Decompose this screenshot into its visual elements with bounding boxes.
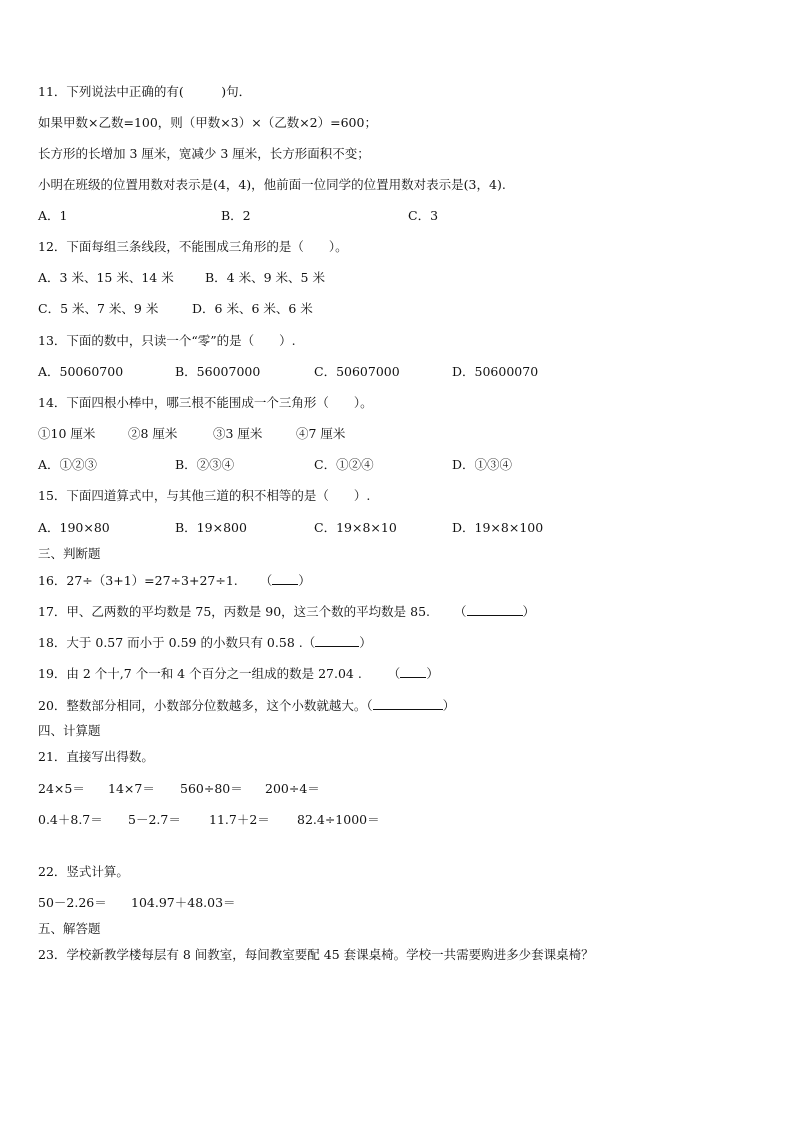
q14-stick-2: ②8 厘米 xyxy=(128,426,178,441)
q14-option-b: B．②③④ xyxy=(175,457,235,472)
q14-stick-3: ③3 厘米 xyxy=(213,426,263,441)
q11-statement-1: 如果甲数×乙数=100，则（甲数×3）×（乙数×2）=600； xyxy=(38,115,377,130)
q15-option-b: B．19×800 xyxy=(175,520,247,535)
q17-close-paren: ） xyxy=(522,604,536,619)
q17-answer-blank[interactable] xyxy=(467,603,523,616)
q15-stem: 15．下面四道算式中，与其他三道的积不相等的是（ ）. xyxy=(38,488,371,503)
q19-open-paren: （ xyxy=(387,666,401,681)
q11-statement-2: 长方形的长增加 3 厘米，宽减少 3 厘米，长方形面积不变； xyxy=(38,146,370,161)
q22-stem: 22．竖式计算。 xyxy=(38,864,129,879)
q18-text: 18．大于 0.57 而小于 0.59 的小数只有 0.58 .（ xyxy=(38,635,316,650)
q21-expr-2: 14×7＝ xyxy=(108,781,155,796)
q19 xyxy=(38,665,439,682)
q17 xyxy=(38,603,535,620)
q12-option-c: C．5 米、7 米、9 米 xyxy=(38,301,159,316)
q19-text: 19．由 2 个十,7 个一和 4 个百分之一组成的数是 27.04 . xyxy=(38,666,362,681)
q21-stem: 21．直接写出得数。 xyxy=(38,749,154,764)
q19-answer-blank[interactable] xyxy=(400,665,426,678)
section-heading-calculation: 四、计算题 xyxy=(38,723,101,738)
q11-option-b: B．2 xyxy=(221,208,251,223)
q14-option-d: D．①③④ xyxy=(452,457,513,472)
q13-option-b: B．56007000 xyxy=(175,364,261,379)
q13-stem: 13．下面的数中，只读一个“零”的是（ ）. xyxy=(38,333,296,348)
q15-option-d: D．19×8×100 xyxy=(452,520,544,535)
q21-expr-3: 560÷80＝ xyxy=(180,781,243,796)
section-heading-judgement: 三、判断题 xyxy=(38,546,101,561)
q17-open-paren: （ xyxy=(454,604,467,619)
q20-text: 20．整数部分相同，小数部分位数越多，这个小数就越大。（ xyxy=(38,698,373,713)
q17-text: 17．甲、乙两数的平均数是 75，丙数是 90，这三个数的平均数是 85. xyxy=(38,604,431,619)
q11-statement-3: 小明在班级的位置用数对表示是(4，4)，他前面一位同学的位置用数对表示是(3，4). xyxy=(38,177,506,192)
q15-option-a: A．190×80 xyxy=(38,520,110,535)
q20-answer-blank[interactable] xyxy=(373,697,443,710)
q16-answer-blank[interactable] xyxy=(272,572,298,585)
q11-option-c: C．3 xyxy=(408,208,439,223)
q12-option-d: D．6 米、6 米、6 米 xyxy=(192,301,313,316)
q21-expr-8: 82.4÷1000＝ xyxy=(297,812,380,827)
q21-expr-4: 200÷4＝ xyxy=(265,781,320,796)
q21-expr-7: 11.7＋2＝ xyxy=(209,812,270,827)
q12-stem: 12．下面每组三条线段，不能围成三角形的是（ ）。 xyxy=(38,239,348,254)
q20-close-paren: ） xyxy=(442,698,456,713)
q16-text: 16．27÷（3+1）=27÷3+27÷1. xyxy=(38,573,238,588)
q13-option-d: D．50600070 xyxy=(452,364,539,379)
q21-expr-5: 0.4＋8.7＝ xyxy=(38,812,103,827)
q22-expr-1: 50－2.26＝ xyxy=(38,895,107,910)
q16-open-paren: （ xyxy=(259,573,273,588)
q14-stick-4: ④7 厘米 xyxy=(296,426,346,441)
q14-option-c: C．①②④ xyxy=(314,457,374,472)
q14-option-a: A．①②③ xyxy=(38,457,98,472)
q18 xyxy=(38,634,372,651)
q21-expr-6: 5－2.7＝ xyxy=(128,812,181,827)
q14-stick-1: ①10 厘米 xyxy=(38,426,96,441)
q11-option-a: A．1 xyxy=(38,208,68,223)
q19-close-paren: ） xyxy=(426,666,439,681)
q11-stem: 11．下列说法中正确的有( )句． xyxy=(38,84,252,99)
q18-answer-blank[interactable] xyxy=(315,634,359,647)
q18-close-paren: ） xyxy=(359,635,372,650)
q14-stem: 14．下面四根小棒中，哪三根不能围成一个三角形（ ）。 xyxy=(38,395,373,410)
section-heading-word-problems: 五、解答题 xyxy=(38,921,101,936)
q13-option-a: A．50060700 xyxy=(38,364,124,379)
q12-option-b: B．4 米、9 米、5 米 xyxy=(205,270,325,285)
q21-expr-1: 24×5＝ xyxy=(38,781,85,796)
q16 xyxy=(38,572,311,589)
q22-expr-2: 104.97＋48.03＝ xyxy=(131,895,236,910)
q12-option-a: A．3 米、15 米、14 米 xyxy=(38,270,174,285)
q20 xyxy=(38,697,455,714)
q23-text: 23．学校新教学楼每层有 8 间教室，每间教室要配 45 套课桌椅。学校一共需要购进多少套课桌椅？ xyxy=(38,947,594,962)
q13-option-c: C．50607000 xyxy=(314,364,400,379)
q15-option-c: C．19×8×10 xyxy=(314,520,397,535)
q16-close-paren: ） xyxy=(298,573,311,588)
